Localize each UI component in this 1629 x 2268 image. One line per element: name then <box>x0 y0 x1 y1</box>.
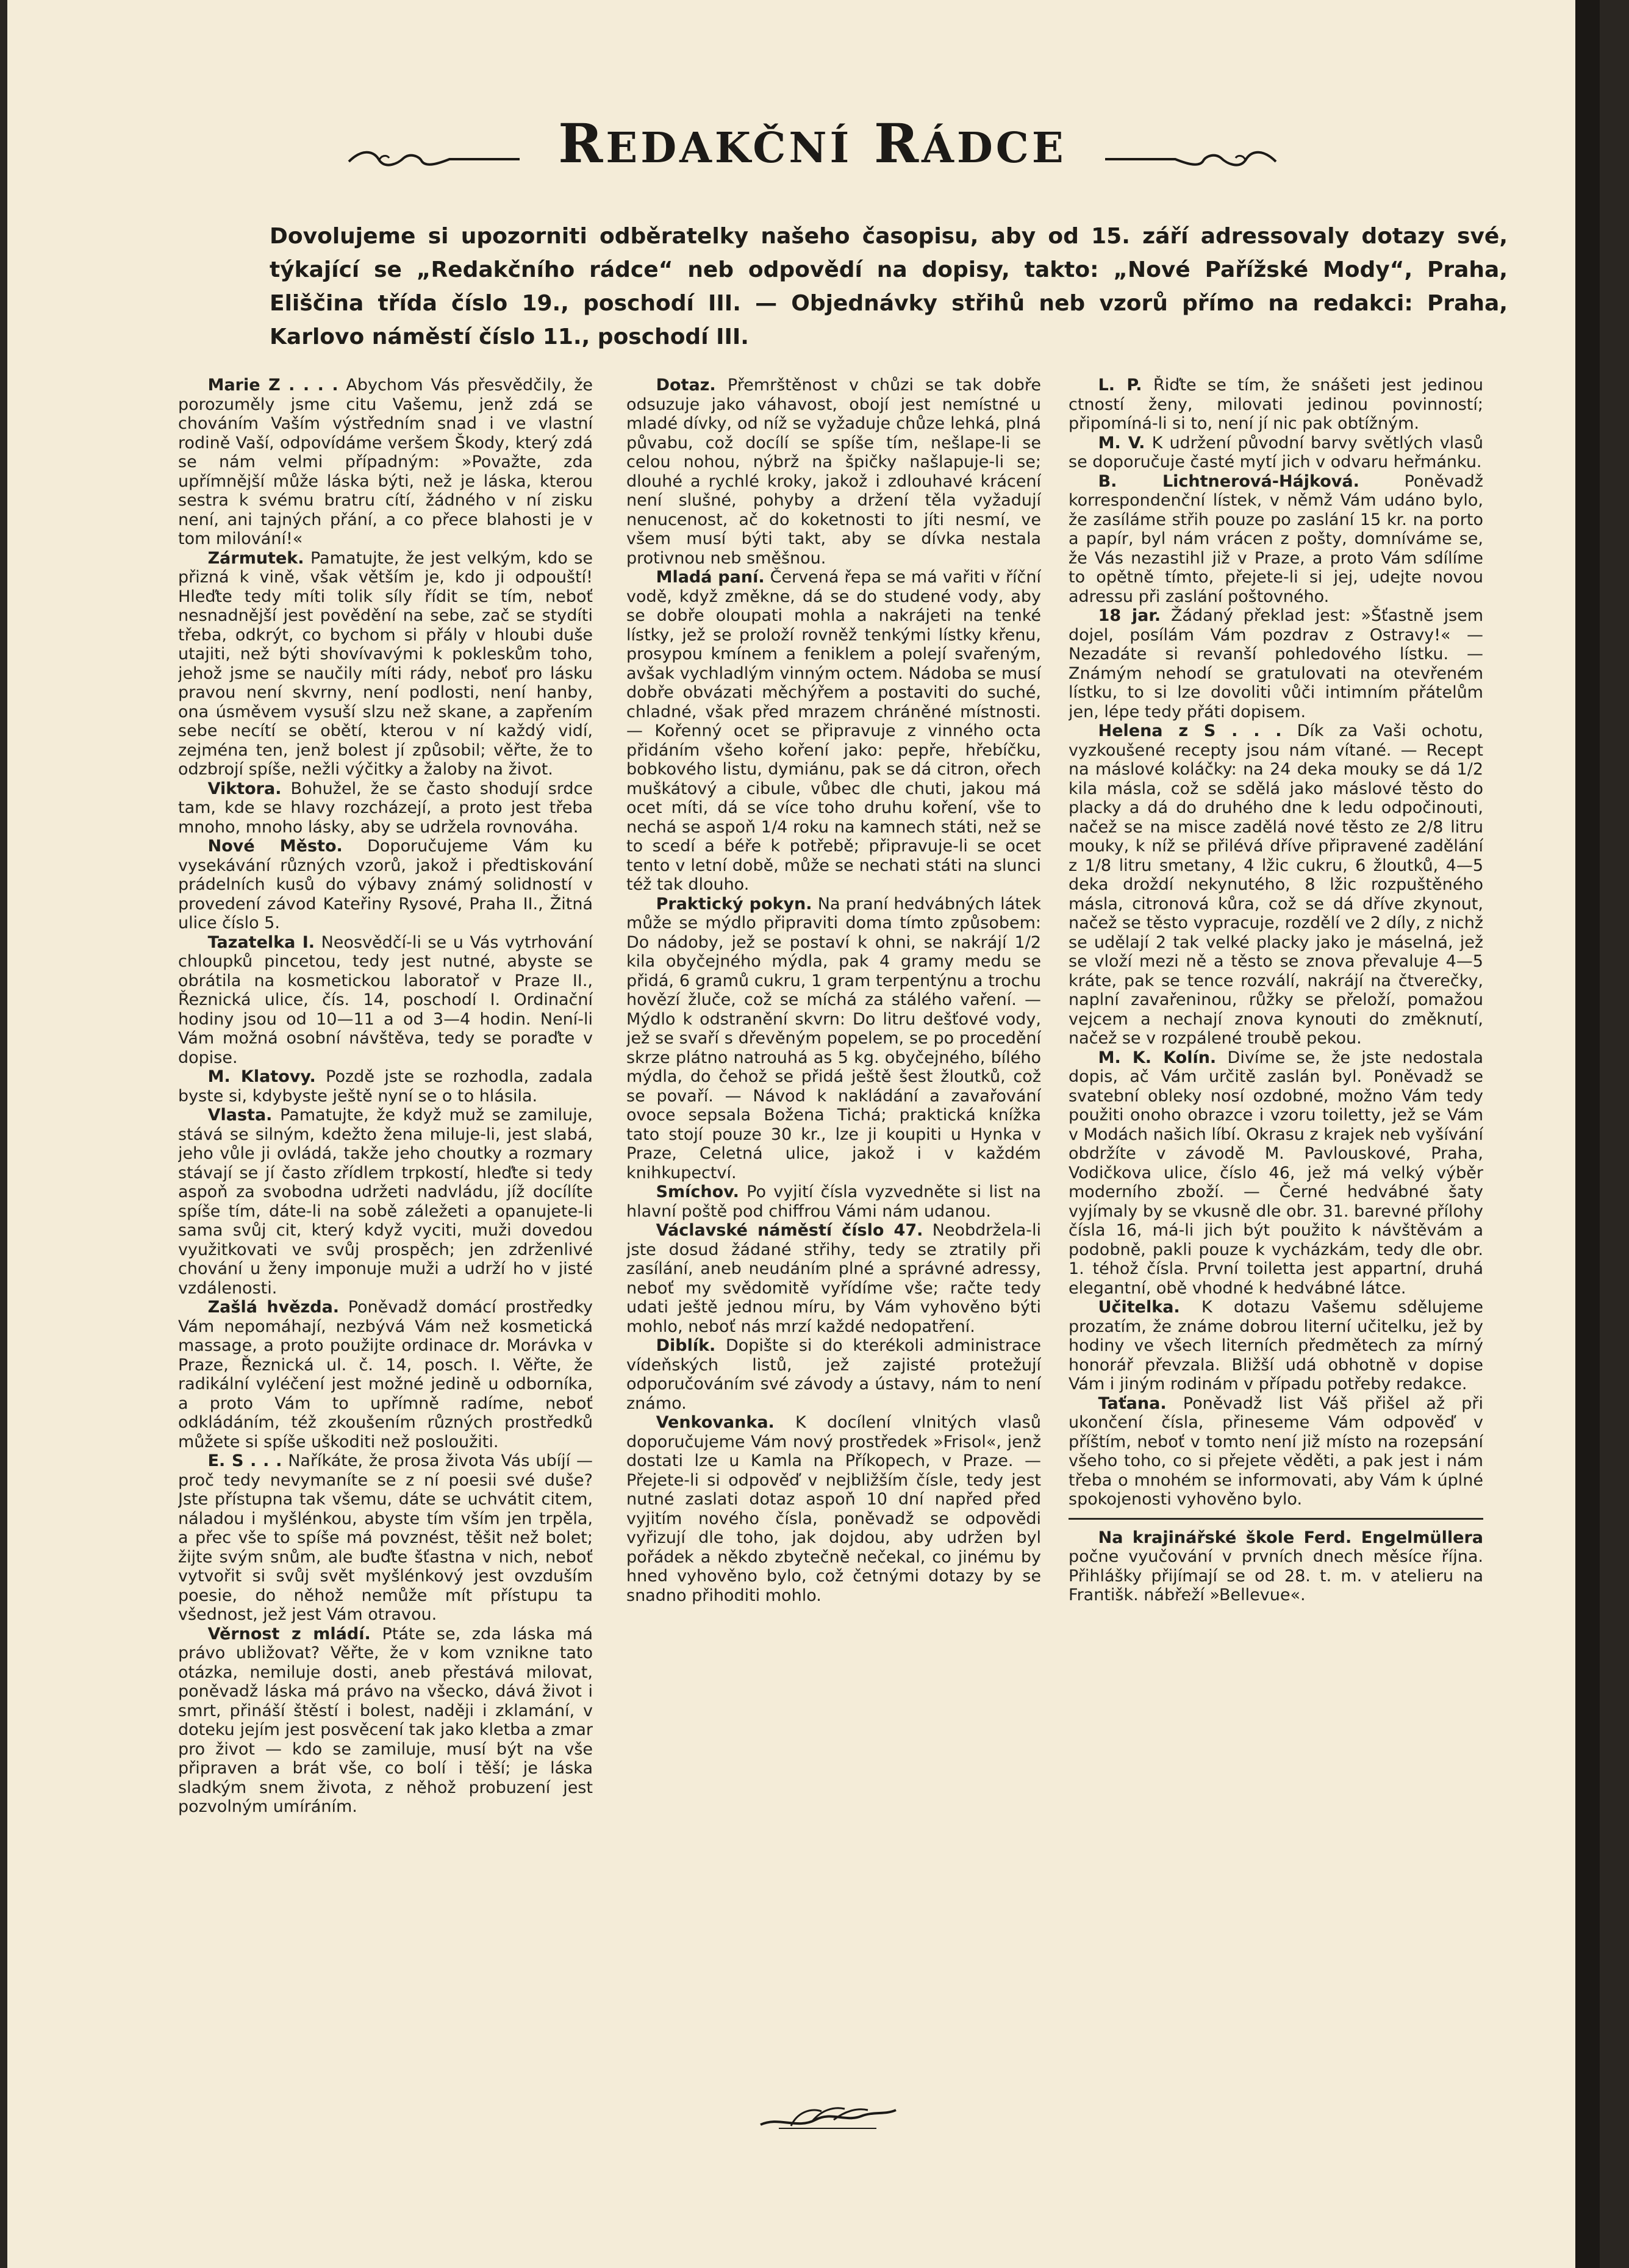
answer-recipient: Tazatelka I. <box>207 932 315 952</box>
answer-item <box>178 376 593 549</box>
answer-recipient: Viktora. <box>207 779 282 798</box>
answer-text: Pamatujte, že když muž se zamiluje, stává se silným, kdežto žena miluje-li, jest slabá, jeho vůle ji ovládá, takže jeho choutky a rozmary stávají se jí často zřídlem trpkostí, hleďte si tedy aspoň za svobodna udržeti nadvládu, jíž docílíte spíše tím, dáte-li na sobě záležeti a opanujete-li sama svůj cit, který když vyciti, muži dovedou využitkovati ve svůj prospěch; jen zdrženlivé chování u ženy imponuje muži a udrží ho v jisté vzdálenosti. <box>178 1106 593 1298</box>
answer-item <box>1069 1394 1483 1509</box>
column-2 <box>626 376 1041 2095</box>
answer-recipient: Nové Město. <box>207 837 343 856</box>
answer-text: Žádaný překlad jest: »Šťastně jsem dojel, posílám Vám pozdrav z Ostravy!« — Nezadáte si revanší pohledového lístku. — Známým nehodí se gratulovati na otevřeném lístku, to si lze dovoliti vůči intimním přátelům jen, lépe tedy přáti dopisem. <box>1069 606 1483 721</box>
answer-text: Naříkáte, že prosa života Vás ubíjí — proč tedy nevymaníte se z ní poesii své duše? Jste přístupna tak všemu, dáte se uchvátit citem, náladou i myšlénkou, abyste tím vším jen trpěla, a přec vše to spíše má povznést, těšit než bolet; žijte svým snům, ale buďte šťastna v nich, neboť vytvořit si svůj svět myšlénkový jest ovzduším poesie, do něhož nemůže mít přístupu ta všednost, jež jest Vám otravou. <box>178 1451 593 1624</box>
answer-recipient: Smíchov. <box>656 1182 739 1201</box>
answer-item <box>626 895 1041 1183</box>
answers-columns <box>178 376 1499 2095</box>
school-name: Na krajinářské škole Ferd. Engelmüllera <box>1098 1528 1483 1547</box>
answer-recipient: Zármutek. <box>207 548 304 568</box>
answer-recipient: Praktický pokyn. <box>656 894 812 914</box>
answer-recipient: M. V. <box>1098 433 1145 453</box>
school-text: počne vyučování v prvních dnech měsíce října. Přihlášky přijímají se od 28. t. m. v atelieru na Františk. nábřeží »Bellevue«. <box>1069 1547 1483 1604</box>
answer-item <box>626 376 1041 568</box>
answer-text: Řiďte se tím, že snášeti jest jedinou ctností ženy, milovati jedinou povinností; připomíná-li si to, není jí nic pak obtížným. <box>1069 376 1483 433</box>
answer-text: Přemrštěnost v chůzi se tak dobře odsuzuje jako váhavost, obojí jest nemístné u mladé dívky, od níž se vyžaduje chůze lehká, plná půvabu, což docílí se spíše tím, nešlape-li se celou nohou, nýbrž na špičky našlapuje-li se; dlouhé a rychlé kroky, jakož i zdlouhavé krácení není slušné, pohyby a držení těla vyžadují nenucenost, ač do koketnosti to jíti nesmí, ve všem musí býti takt, aby se dívka nestala protivnou neb směšnou. <box>626 376 1041 568</box>
answer-text: Neosvědčí-li se u Vás vytrhování chloupků pincetou, tedy jest nutné, abyste se obrátila na kosmetickou laboratoř v Praze II., Řeznická ulice, čís. 14, poschodí I. Ordinační hodiny jsou od 10—11 a od 3—4 hodin. Není-li Vám možná osobní návštěva, tedy se poraďte v dopise. <box>178 932 593 1067</box>
answer-text: Neobdržela-li jste dosud žádané střihy, tedy se ztratily při zasílání, aneb neudáním plné a správné adressy, neboť my svědomitě vyřídíme vše; račte tedy udati ještě jednou míru, by Vám vyhověno býti mohlo, neboť nás mrzí každé nedopatření. <box>626 1221 1041 1336</box>
title-initial: R <box>558 112 606 175</box>
answer-text: Pamatujte, že jest velkým, kdo se přizná k vině, však větším je, kdo ji odpouští! Hleďte tedy míti tolik síly řídit se tím, neboť nesnadnější jest povědění na sebe, zač se stydíti třeba, odkrýt, co bychom si přály v hloubi duše utajiti, než býti shovívavými k pokleskům toho, jehož jsme se naučily míti rády, neboť pro lásku pravou není skvrny, není podlosti, není hanby, ona úsměvem vysuší slzu než skane, a zapřením sebe necítí se obětí, kterou v ní každý vidí, zejména ten, jenž bolest jí způsobil; věřte, že to odzbrojí spíše, nežli výčitky a žaloby na život. <box>178 548 593 779</box>
answer-recipient: Zašlá hvězda. <box>207 1298 340 1317</box>
answer-item <box>178 933 593 1068</box>
answer-item <box>1069 606 1483 721</box>
title-word: ÁDCE <box>922 124 1067 173</box>
answer-recipient: Mladá paní. <box>656 568 765 587</box>
book-spine <box>1575 0 1600 2268</box>
answer-recipient: Václavské náměstí číslo 47. <box>656 1221 923 1240</box>
answer-text: Bohužel, že se často shodují srdce tam, kde se hlavy rozcházejí, a proto jest třeba mnoho, mnoho lásky, aby se udržela rovnováha. <box>178 779 593 837</box>
answer-item <box>1069 721 1483 1048</box>
answer-item <box>178 1298 593 1451</box>
answer-text: K dotazu Vašemu sdělujeme prozatím, že známe dobrou literní učitelku, jež by hodiny ve všech literních předmětech za mírný honorář převzala. Bližší udá obhotně v dopise Vám i jiným rodinám v případu potřeby redakce. <box>1069 1298 1483 1393</box>
answer-item <box>178 1625 593 1817</box>
answer-text: Ptáte se, zda láska má právo ubližovat? Věřte, že v kom vznikne tato otázka, nemiluje dosti, aneb přestává milovat, poněvadž láska má právo na všecko, dává život i smrt, přináší štěstí i bolest, naději i zklamání, v doteku jejím jest posvěcení tak jako kletba a zmar pro život — kdo se zamiluje, musí být na vše připraven a brát vše, co bolí i těší; je láska sladkým snem života, z něhož probuzení jest pozvolným umíráním. <box>178 1624 593 1816</box>
answer-item <box>626 1413 1041 1605</box>
column-1 <box>178 376 593 2095</box>
answer-item <box>178 1106 593 1298</box>
answer-recipient: M. Klatovy. <box>207 1067 316 1086</box>
answer-text: Na praní hedvábných látek může se mýdlo připraviti doma tímto způsobem: Do nádoby, jež se postaví k ohni, se nakrájí 1/2 kila obyčejného mýdla, pak 4 gramy medu se přidá, 6 gramů cukru, 1 gram terpentýnu a trochu hovězí žluče, což se míchá za stálého vaření. — Mýdlo k odstranění skvrn: Do litru dešťové vody, jež se svaří s dřevěným popelem, se po procedění skrze plátno natrouhá as 5 kg. obyčejného, bílého mýdla, do čehož se přidá ještě šest žloutků, což se povaří. — Návod k nakládání a zavařování ovoce sepsala Božena Tichá; praktická knížka tato stojí pouze 30 kr., lze ji koupiti u Hynka v Praze, Celetná ulice, jakož i v každém knihkupectví. <box>626 894 1041 1182</box>
answer-recipient: Venkovanka. <box>656 1413 775 1432</box>
answer-item <box>626 1336 1041 1413</box>
answer-item <box>626 1221 1041 1336</box>
answer-recipient: L. P. <box>1098 376 1142 395</box>
answer-item <box>1069 376 1483 434</box>
answer-text: Poněvadž korrespondenční lístek, v němž Vám udáno bylo, že zasíláme střih pouze po zaslání 15 kr. na porto a papír, byl nám vrácen z pošty, domníváme se, že Vás nezastihl již v Praze, a proto Vám sdílíme to opětně tímto, přejete-li si jej, udejte novou adressu při zaslání poštovného. <box>1069 471 1483 606</box>
answer-recipient: Dotaz. <box>656 376 716 395</box>
answer-text: K udržení původní barvy světlých vlasů se doporučuje časté mytí jich v odvaru heřmánku. <box>1069 433 1483 471</box>
column-3 <box>1069 376 1483 2095</box>
answer-recipient: Helena z S . . . <box>1098 721 1282 740</box>
answer-text: Pozdě jste se rozhodla, zadala byste si, kdybyste ještě nyní se o to hlásila. <box>178 1067 593 1106</box>
answer-item <box>178 837 593 933</box>
answer-recipient: Diblík. <box>656 1336 716 1355</box>
editorial-notice: Dovolujeme si upozorniti odběratelky našeho časopisu, aby od 15. září adressovaly dotazy své, týkající se „Redakčního rádce“ neb odpovědí na dopisy, takto: „Nové Pařížské Mody“, Praha, Eliščina třída číslo 19., poschodí III. — Objednávky střihů neb vzorů přímo na redakci: Praha, Karlovo náměstí číslo 11., poschodí III. <box>270 224 1508 349</box>
answer-recipient: Marie Z . . . . <box>207 376 338 395</box>
answer-item <box>626 1182 1041 1221</box>
answer-text: K docílení vlnitých vlasů doporučujeme Vám nový prostředek »Frisol«, jenž dostati lze u Kamla na Příkopech, v Praze. — Přejete-li si odpověď v nejbližším čísle, tedy jest nutné zaslati dotaz aspoň 10 dní napřed před vyjitím nového čísla, poněvadž se odpovědi vyřizují dle toho, jak dojdou, aby udržen byl pořádek a někdo zbytečně nečekal, co jinému by hned vyhověno bylo, což četnými dotazy by se snadno přihoditi mohlo. <box>626 1413 1041 1605</box>
page-header <box>355 101 1270 186</box>
magazine-page <box>7 0 1600 2268</box>
answer-recipient: B. Lichtnerová-Hájková. <box>1098 471 1359 491</box>
feather-ornament-icon <box>754 2098 901 2134</box>
answer-recipient: Taťana. <box>1098 1393 1167 1413</box>
answer-recipient: Učitelka. <box>1098 1298 1180 1317</box>
answer-item <box>178 1067 593 1106</box>
answer-recipient: M. K. Kolín. <box>1098 1048 1217 1067</box>
answer-text: Doporučujeme Vám ku vysekávání různých vzorů, jakož i předtiskování prádelních kusů do výbavy známý solidností v provedení závod Kateřiny Rysové, Praha II., Žitná ulice číslo 5. <box>178 837 593 932</box>
answer-item <box>1069 1048 1483 1298</box>
answer-item <box>1069 434 1483 472</box>
answer-text: Dopište si do kterékoli administrace vídeňských listů, jež zajisté protežují odporučováním své závody a ústavy, nám to není známo. <box>626 1336 1041 1413</box>
answer-recipient: 18 jar. <box>1098 606 1161 625</box>
school-notice <box>1069 1528 1483 1605</box>
title-initial: R <box>873 112 922 175</box>
answer-recipient: E. S . . . <box>207 1451 282 1470</box>
answer-text: Dík za Vaši ochotu, vyzkoušené recepty jsou nám vítané. — Recept na máslové koláčky: na 24 deka mouky se dá 1/2 kila másla, což se sdělá jako máslové těsto do placky a dá do druhého dne k ledu odpočinouti, načež se na misce zadělá nové těsto ze 2/8 litru mouky, k níž se přilévá dříve připravené zadělání z 1/8 litru smetany, 4 lžic cukru, 6 žloutků, 4—5 deka droždí nekynutého, 8 lžic rozpuštěného másla, citronová kůra, což se dá dříve zkynout, načež se těsto vypracuje, rozdělí ve 2 díly, z nichž se udělají 2 tak velké placky jako je máselná, jež se vloží mezi ně a těsto se znova převaluje 4—5 kráte, pak se tence rozválí, nakrájí na čtverečky, naplní zavařeninou, růžky se přeloží, pomažou vejcem a nechají znova kynouti do změknutí, načež se v rozpálené troubě pekou. <box>1069 721 1483 1048</box>
divider <box>1069 1518 1483 1520</box>
flourish-icon <box>1099 137 1282 174</box>
answer-item <box>626 568 1041 895</box>
answer-recipient: Vlasta. <box>207 1106 273 1125</box>
answer-item <box>1069 472 1483 607</box>
answer-item <box>178 549 593 779</box>
answer-item <box>1069 1298 1483 1394</box>
title-word: EDAKČNÍ <box>606 124 853 173</box>
answer-text: Poněvadž list Váš přišel až při ukončení čísla, přineseme Vám odpověď v příštím, neboť v tomto není již místo na rozepsání všeho toho, co si přejete věděti, a pak jest i nám třeba o mnohém se informovati, aby Vám k úplné spokojenosti vyhověno bylo. <box>1069 1393 1483 1509</box>
answer-text: Divíme se, že jste nedostala dopis, ač Vám určitě zaslán byl. Poněvadž se svatební obleky nosí ozdobné, možno Vám tedy použiti onoho obrazce i vzoru toiletty, jež se Vám v Modách našich líbí. Okrasu z krajek neb vyšívání obdržíte v závodě M. Pavlouskové, Praha, Vodičkova ulice, číslo 46, jež má velký výběr moderního zboží. — Černé hedvábné šaty vyjímaly by se vkusně dle obr. 31. barevné přílohy čísla 16, má-li jich být použito k návštěvám a podobně, pakli pouze k vycházkám, tedy dle obr. 1. téhož čísla. První toiletta jest appartní, druhá elegantní, obě vhodné k hedvábné látce. <box>1069 1048 1483 1298</box>
answer-item <box>178 779 593 837</box>
answer-text: Po vyjití čísla vyzvedněte si list na hlavní poště pod chiffrou Vámi nám udanou. <box>626 1182 1041 1221</box>
answer-item <box>178 1451 593 1625</box>
answer-text: Abychom Vás přesvědčily, že porozuměly jsme citu Vašemu, jenž zdá se chováním Vaším výstředním snad i ve vlastní rodině Vaší, odpovídáme veršem Škody, který zdá se nám velmi případným: »Považte, zda upřímnější může láska býti, než je láska, kterou sestra k svému bratru cítí, žádného v ní zisku není, ani tajných přání, a co přece blahosti je v tom milování!« <box>178 376 593 548</box>
answer-recipient: Věrnost z mládí. <box>207 1624 371 1644</box>
answer-text: Červená řepa se má vařiti v říční vodě, když změkne, dá se do studené vody, aby se dobře oloupati mohla a nakrájeti na tenké lístky, jež se proloží rovněž tenkými lístky křenu, prosypou kmínem a feniklem a polejí svařeným, avšak vychladlým vinným octem. Nádoba se musí dobře obvázati měchýřem a postaviti do suché, chladné, však před mrazem chráněné místnosti. — Kořenný ocet se připravuje z vinného octa přidáním všeho koření jako: pepře, hřebíčku, bobkového listu, dymiánu, pak se dá citron, ořech muškátový a cibule, vůbec dle chuti, jakou má ocet míti, dá se více toho druhu koření, vše to nechá se aspoň 1/4 roku na kamnech státi, než se to scedí a béře k potřebě; připravuje-li se ocet tento v letní době, může se nechati státi na slunci též tak dlouho. <box>626 568 1041 894</box>
answer-text: Poněvadž domácí prostředky Vám nepomáhají, nezbývá Vám než kosmetická massage, a proto použijte ordinace dr. Morávka v Praze, Řeznická ul. č. 14, posch. I. Věřte, že radikální vyléčení jest možné jedině u odborníka, a proto Vám to upřímně radíme, neboť odkládáním, též zkoušením různých prostředků můžete si spíše uškoditi než posloužiti. <box>178 1298 593 1451</box>
